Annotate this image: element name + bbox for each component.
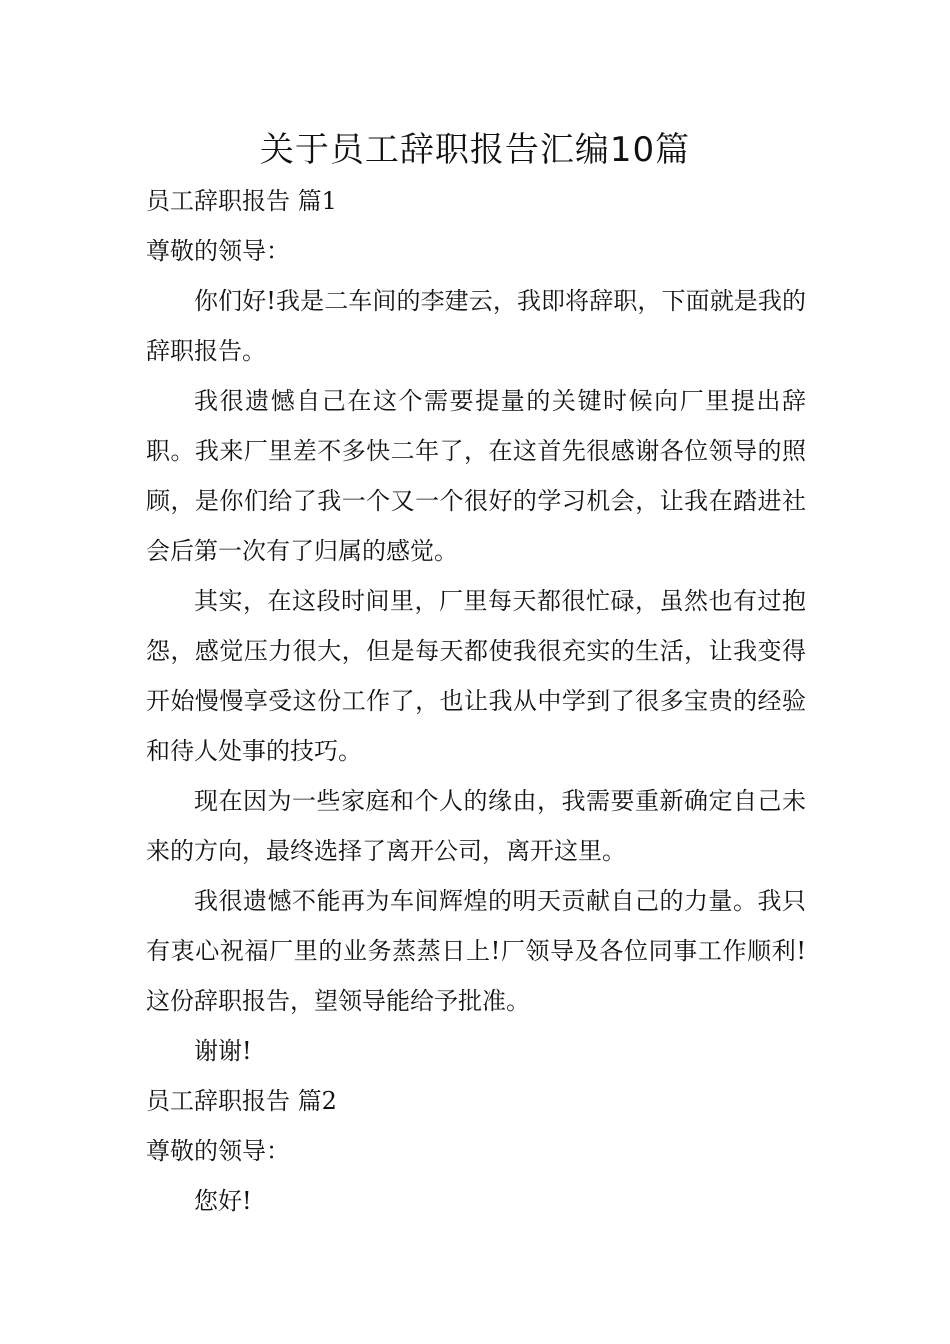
salutation-2: 尊敬的领导： [146,1137,290,1165]
document-body [146,176,806,1226]
paragraph-blessing: 我很遗憾不能再为车间辉煌的明天贡献自己的力量。我只有衷心祝福厂里的业务蒸蒸日上!厂领导及各位同事工作顺利!这份辞职报告，望领导能给予批准。 [146,887,806,1015]
section-heading-1: 员工辞职报告 篇1 [146,187,337,215]
salutation-1: 尊敬的领导： [146,237,290,265]
paragraph-experience: 其实，在这段时间里，厂里每天都很忙碌，虽然也有过抱怨，感觉压力很大，但是每天都使我很充实的生活，让我变得开始慢慢享受这份工作了，也让我从中学到了很多宝贵的经验和待人处事的技巧。 [146,587,806,765]
paragraph-thanks: 谢谢! [194,1037,252,1065]
paragraph-regret: 我很遗憾自己在这个需要提量的关键时候向厂里提出辞职。我来厂里差不多快二年了，在这首先很感谢各位领导的照顾，是你们给了我一个又一个很好的学习机会，让我在踏进社会后第一次有了归属的感觉。 [146,387,806,565]
section-heading-2: 员工辞职报告 篇2 [146,1087,337,1115]
paragraph-intro: 你们好!我是二车间的李建云，我即将辞职，下面就是我的辞职报告。 [146,287,806,365]
greeting-2: 您好! [194,1187,252,1215]
paragraph-reason: 现在因为一些家庭和个人的缘由，我需要重新确定自己未来的方向，最终选择了离开公司，离开这里。 [146,787,806,865]
document-title: 关于员工辞职报告汇编10篇 [259,130,691,170]
